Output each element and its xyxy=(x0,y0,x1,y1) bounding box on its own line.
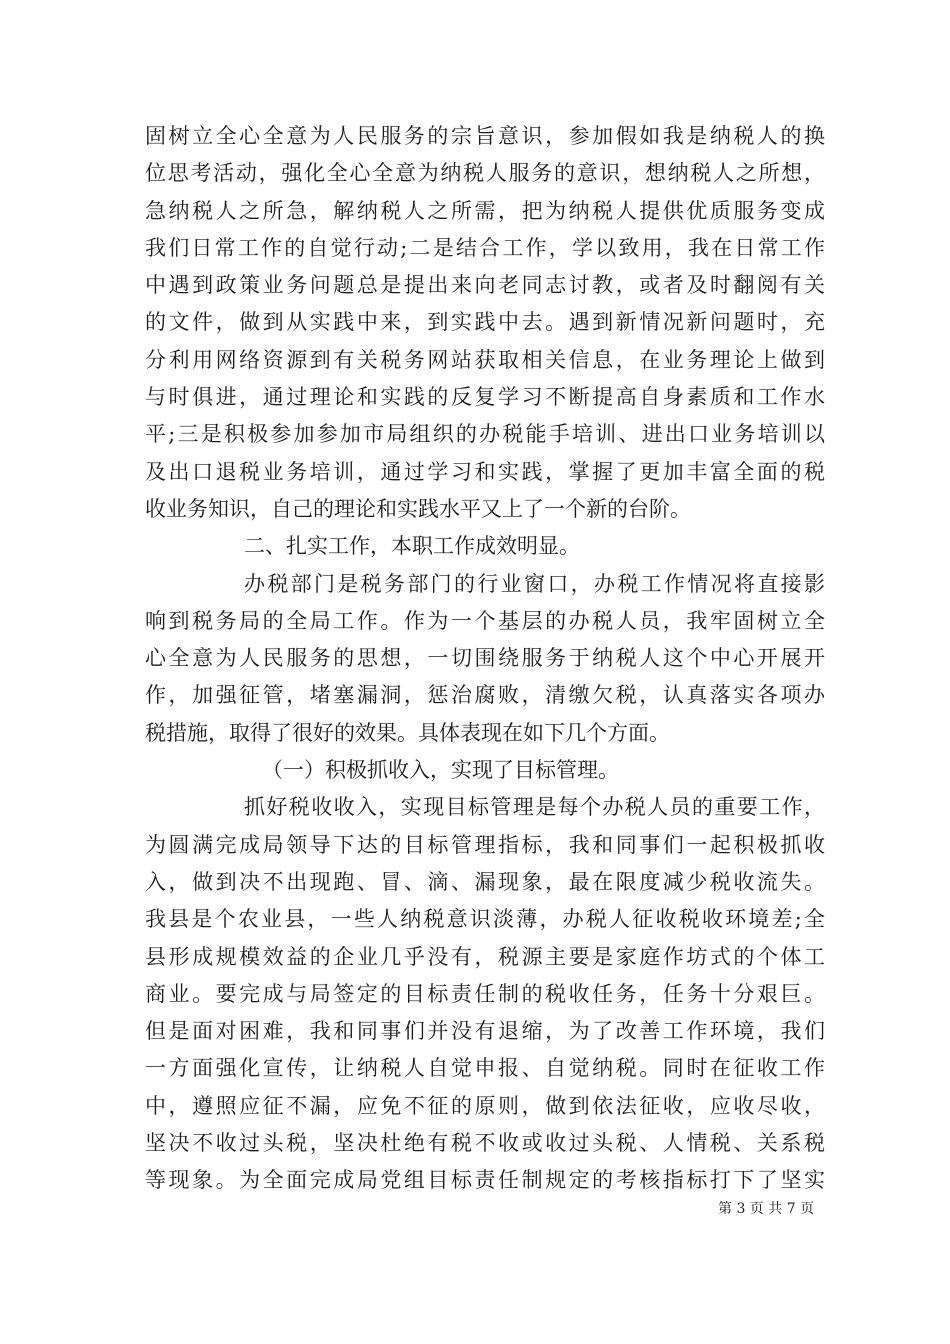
paragraph-line: 的文件，做到从实践中来，到实践中去。遇到新情况新问题时，充 xyxy=(145,310,825,335)
paragraph-line: 中遇到政策业务问题总是提出来向老同志讨教，或者及时翻阅有关 xyxy=(145,273,825,298)
paragraph-line: 响到税务局的全局工作。作为一个基层的办税人员，我牢固树立全 xyxy=(145,608,825,633)
document-body xyxy=(145,118,825,1200)
paragraph-line: 一方面强化宣传，让纳税人自觉申报、自觉纳税。同时在征收工作 xyxy=(145,1056,825,1081)
paragraph-line: 办税部门是税务部门的行业窗口，办税工作情况将直接影 xyxy=(244,571,825,596)
paragraph-line: 商业。要完成与局签定的目标责任制的税收任务，任务十分艰巨。 xyxy=(145,981,825,1006)
paragraph-line: 急纳税人之所急，解纳税人之所需，把为纳税人提供优质服务变成 xyxy=(145,198,825,223)
paragraph-line: 作，加强征管，堵塞漏洞，惩治腐败，清缴欠税，认真落实各项办 xyxy=(145,683,825,708)
subsection-heading: （一）积极抓收入，实现了目标管理。 xyxy=(262,758,619,783)
paragraph-line: 等现象。为全面完成局党组目标责任制规定的考核指标打下了坚实 xyxy=(145,1168,825,1193)
paragraph-line: 入，做到决不出现跑、冒、滴、漏现象，最在限度减少税收流失。 xyxy=(145,869,825,894)
paragraph-line: 位思考活动，强化全心全意为纳税人服务的意识，想纳税人之所想， xyxy=(145,161,825,186)
paragraph-line: 县形成规模效益的企业几乎没有，税源主要是家庭作坊式的个体工 xyxy=(145,944,825,969)
paragraph-line: 收业务知识，自己的理论和实践水平又上了一个新的台阶。 xyxy=(145,496,691,521)
paragraph-line: 抓好税收收入，实现目标管理是每个办税人员的重要工作， xyxy=(244,795,825,820)
paragraph-line: 平;三是积极参加参加市局组织的办税能手培训、进出口业务培训以 xyxy=(145,422,825,447)
paragraph-line: 固树立全心全意为人民服务的宗旨意识，参加假如我是纳税人的换 xyxy=(145,124,825,148)
paragraph-line: 但是面对困难，我和同事们并没有退缩，为了改善工作环境，我们 xyxy=(145,1019,825,1044)
paragraph-line: 及出口退税业务培训，通过学习和实践，掌握了更加丰富全面的税 xyxy=(145,459,825,484)
paragraph-line: 坚决不收过头税，坚决杜绝有税不收或收过头税、人情税、关系税 xyxy=(145,1131,825,1156)
paragraph-line: 为圆满完成局领导下达的目标管理指标，我和同事们一起积极抓收 xyxy=(145,832,825,857)
section-heading: 二、扎实工作，本职工作成效明显。 xyxy=(244,534,580,559)
paragraph-line: 心全意为人民服务的思想，一切围绕服务于纳税人这个中心开展开 xyxy=(145,646,825,671)
paragraph-line: 与时俱进，通过理论和实践的反复学习不断提高自身素质和工作水 xyxy=(145,385,825,410)
paragraph-line: 我们日常工作的自觉行动;二是结合工作，学以致用，我在日常工作 xyxy=(145,235,825,260)
page-number-footer: 第 3 页 共 7 页 xyxy=(718,1201,815,1217)
paragraph-line: 分利用网络资源到有关税务网站获取相关信息，在业务理论上做到 xyxy=(145,347,825,372)
paragraph-line: 税措施，取得了很好的效果。具体表现在如下几个方面。 xyxy=(145,720,670,745)
paragraph-line: 我县是个农业县，一些人纳税意识淡薄，办税人征收税收环境差;全 xyxy=(145,907,825,932)
paragraph-line: 中，遵照应征不漏，应免不征的原则，做到依法征收，应收尽收， xyxy=(145,1093,825,1118)
